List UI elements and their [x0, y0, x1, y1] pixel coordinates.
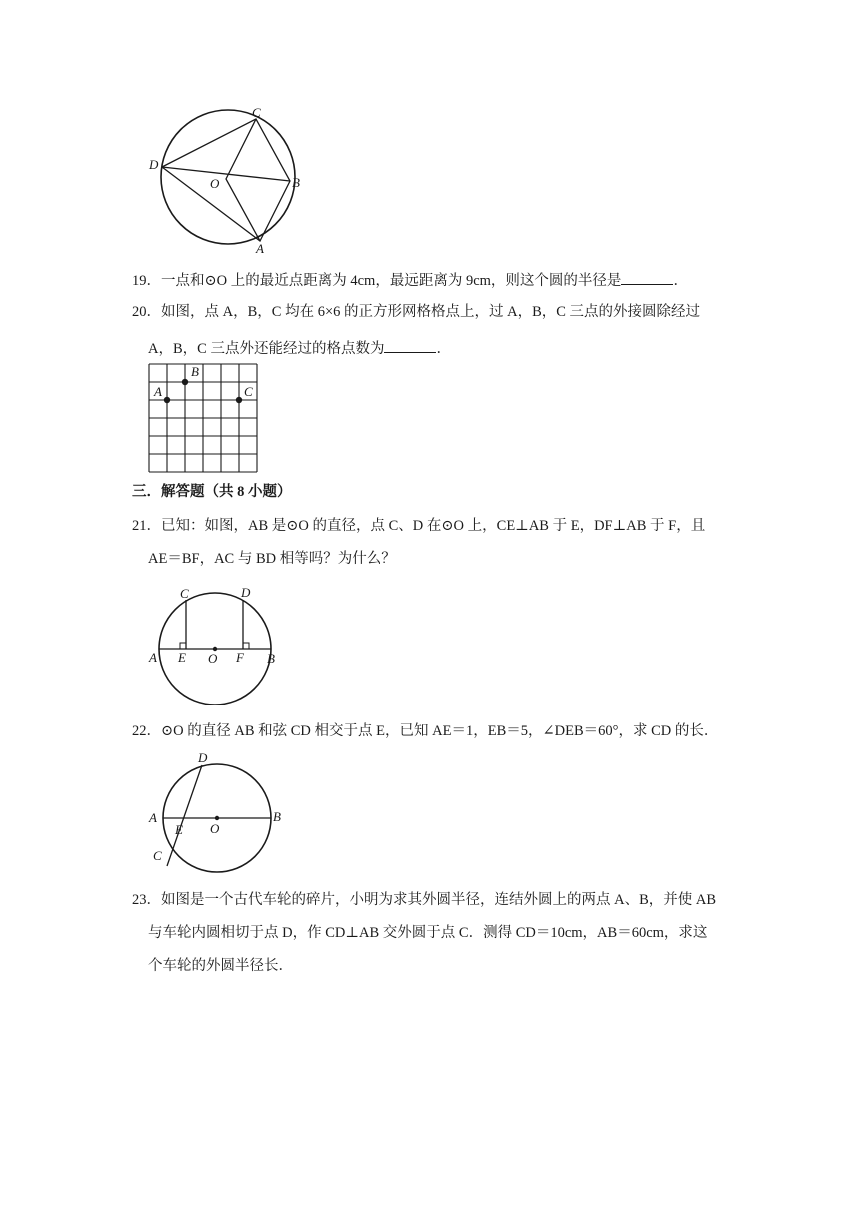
question-21-line1: 21．已知：如图，AB 是⊙O 的直径，点 C、D 在⊙O 上，CE⊥AB 于 E，DF⊥AB 于 F，且	[132, 518, 706, 534]
section-heading: 三．解答题（共 8 小题）	[132, 484, 292, 500]
label-a: A	[149, 650, 157, 665]
figure-q21-circle	[145, 580, 285, 705]
label-a: A	[256, 241, 264, 255]
q19-text: 19．一点和⊙O 上的最近点距离为 4cm，最远距离为 9cm，则这个圆的半径是	[132, 273, 622, 289]
figure-q20-grid	[145, 360, 265, 475]
label-e: E	[175, 822, 183, 837]
question-23-line2: 与车轮内圆相切于点 D，作 CD⊥AB 交外圆于点 C．测得 CD＝10cm，AB＝60cm，求这	[148, 925, 708, 941]
q19-end: ．	[673, 273, 688, 289]
label-c: C	[180, 586, 189, 601]
label-o: O	[208, 651, 218, 666]
q19-answer-blank	[621, 271, 673, 285]
question-22: 22．⊙O 的直径 AB 和弦 CD 相交于点 E，已知 AE＝1，EB＝5，∠DEB＝60°，求 CD 的长．	[132, 723, 719, 739]
label-o: O	[210, 821, 220, 836]
label-o: O	[210, 176, 220, 191]
figure-q18-circle	[140, 105, 310, 255]
label-c: C	[244, 384, 253, 399]
label-b: B	[273, 809, 281, 824]
q20-answer-blank	[384, 339, 436, 353]
label-e: E	[178, 650, 186, 665]
figure-q22-circle	[145, 748, 290, 873]
label-b: B	[267, 651, 275, 666]
q20-text: A，B，C 三点外还能经过的格点数为	[148, 341, 385, 357]
label-d: D	[198, 750, 208, 765]
question-21-line2: AE＝BF，AC 与 BD 相等吗？为什么？	[148, 551, 396, 567]
question-23-line1: 23．如图是一个古代车轮的碎片，小明为求其外圆半径，连结外圆上的两点 A、B，并使 AB	[132, 892, 717, 908]
question-23-line3: 个车轮的外圆半径长．	[148, 958, 293, 974]
label-d: D	[241, 585, 251, 600]
label-d: D	[149, 157, 159, 172]
question-20-line2	[148, 339, 451, 358]
label-f: F	[236, 650, 244, 665]
label-c: C	[153, 848, 162, 863]
label-a: A	[149, 810, 157, 825]
question-20-line1: 20．如图，点 A，B，C 均在 6×6 的正方形网格格点上，过 A，B，C 三点的外接圆除经过	[132, 304, 701, 320]
question-19	[132, 271, 688, 290]
label-b: B	[292, 175, 300, 190]
q20-end: ．	[436, 341, 451, 357]
label-a: A	[154, 384, 162, 399]
label-b: B	[191, 364, 199, 379]
label-c: C	[252, 105, 261, 120]
